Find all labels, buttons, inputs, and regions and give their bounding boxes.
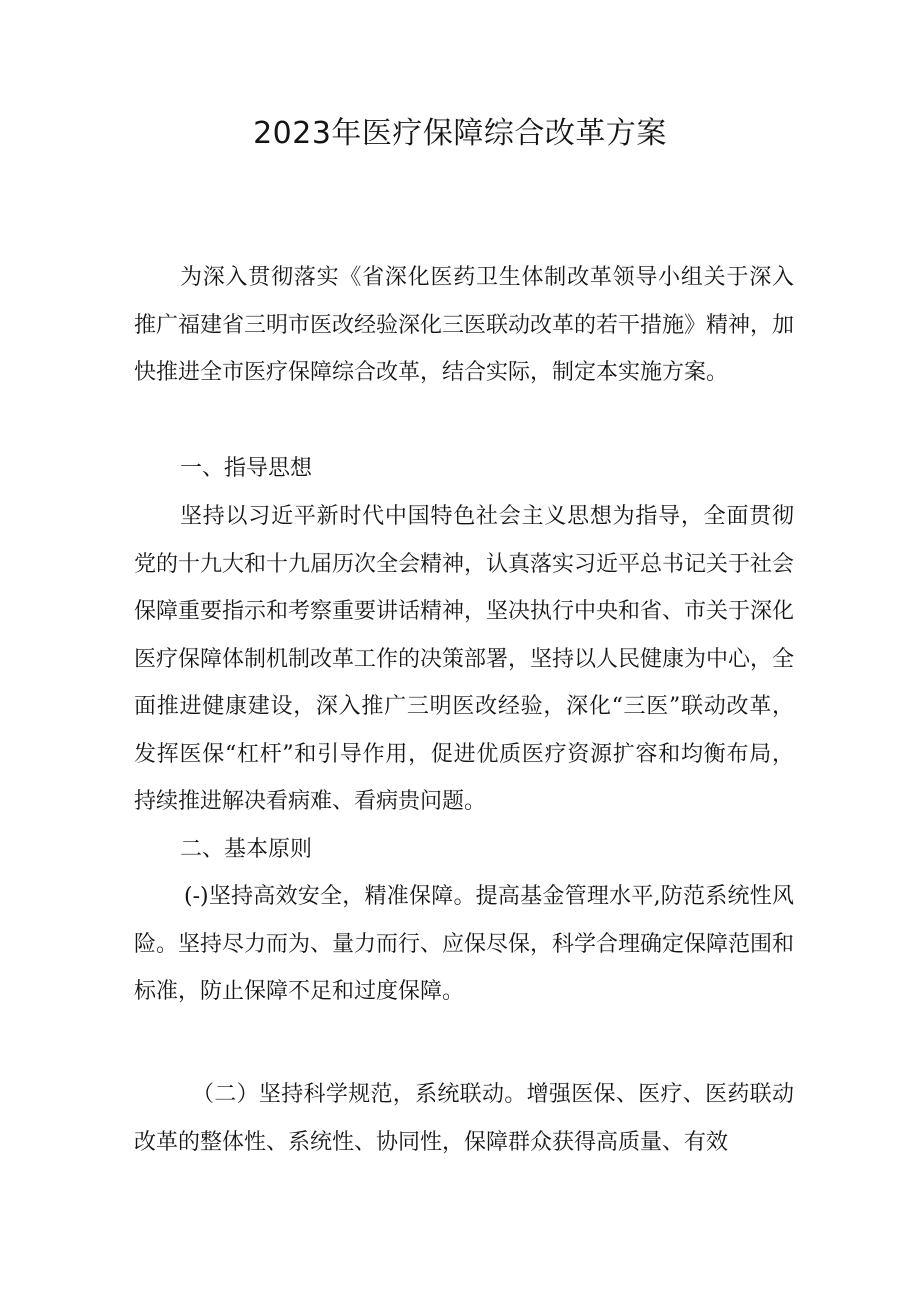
document-title: 2023年医疗保障综合改革方案 — [253, 116, 667, 151]
intro-paragraph: 为深入贯彻落实《省深化医药卫生体制改革领导小组关于深入推广福建省三明市医改经验深化三医联动改革的若干措施》精神，加快推进全市医疗保障综合改革，结合实际，制定本实施方案。 — [134, 265, 795, 385]
principle-1-paragraph: (-)坚持高效安全，精准保障。提高基金管理水平,防范系统性风险。坚持尽力而为、量力而行、应保尽保，科学合理确定保障范围和标准，防止保障不足和过度保障。 — [134, 884, 795, 1004]
guiding-ideology-paragraph: 坚持以习近平新时代中国特色社会主义思想为指导，全面贯彻党的十九大和十九届历次全会精神，认真落实习近平总书记关于社会保障重要指示和考察重要讲话精神，坚决执行中央和省、市关于深化医疗保障体制机制改革工作的决策部署，坚持以人民健康为中心，全面推进健康建设，深入推广三明医改经验，深化“三医”联动改革，发挥医保“杠杆”和引导作用，促进优质医疗资源扩容和均衡布局，持续推进解决看病难、看病贵问题。 — [134, 504, 795, 814]
principle-2-paragraph: （二）坚持科学规范，系统联动。增强医保、医疗、医药联动改革的整体性、系统性、协同性，保障群众获得高质量、有效 — [134, 1082, 794, 1155]
section-heading-basic-principles: 二、基本原则 — [180, 837, 313, 862]
section-heading-guiding-ideology: 一、指导思想 — [180, 456, 313, 481]
